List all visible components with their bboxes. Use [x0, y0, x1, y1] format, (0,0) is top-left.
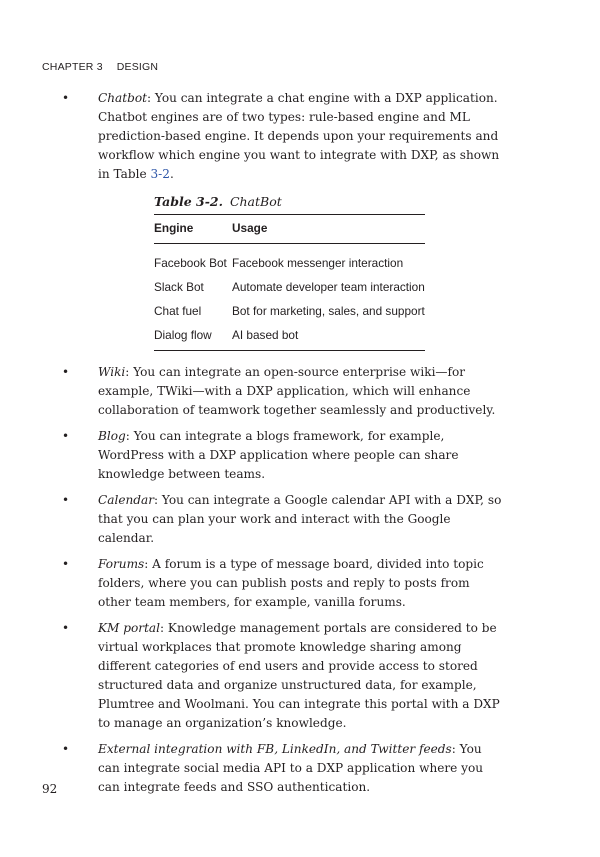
table-cell-usage: Automate developer team interaction	[232, 280, 425, 294]
bullet-wiki	[62, 363, 502, 420]
bullet-text: : You can integrate social media API to a DXP application where you can integrate feeds and SSO authentication.	[98, 742, 484, 794]
bullet-text: : Knowledge management portals are considered to be virtual workplaces that promote knowledge sharing among different categories of end users and provide access to stored structured data and organize unstructured data, for example, Plumtree and Woolmani. You can integrate this portal with a DXP to manage an organization’s knowledge.	[98, 621, 500, 730]
bullet-text: : You can integrate a Google calendar API with a DXP, so that you can plan your work and interact with the Google calendar.	[98, 493, 502, 545]
chatbot-table	[154, 214, 425, 351]
page-number: 92	[42, 782, 58, 796]
bullet-term: Calendar	[98, 493, 155, 507]
running-header	[42, 61, 158, 73]
table-cell-usage: Bot for marketing, sales, and support	[232, 304, 425, 318]
bullet-term: External integration with FB, LinkedIn, and Twitter feeds	[98, 742, 452, 756]
table-row	[154, 244, 425, 276]
bullet-dot: •	[62, 365, 70, 379]
bullet-text: : A forum is a type of message board, divided into topic folders, where you can publish posts and reply to posts from other team members, for example, vanilla forums.	[98, 557, 484, 609]
bullet-term: KM portal	[98, 621, 161, 635]
bullet-blog	[62, 427, 502, 484]
bullet-term: Chatbot	[98, 91, 147, 105]
bullet-dot: •	[62, 493, 70, 507]
bullet-text: : You can integrate a chat engine with a DXP application. Chatbot engines are of two types: rule-based engine and ML prediction-based engine. It depends upon your requirements and workflow which engine you want to integrate with DXP, as shown in Table	[98, 91, 500, 181]
table-reference-link[interactable]: 3-2	[150, 167, 170, 181]
table-caption-label: Table 3-2.	[154, 194, 223, 209]
bullet-dot: •	[62, 429, 70, 443]
table-row	[154, 323, 425, 351]
table-cell-usage: AI based bot	[232, 323, 425, 351]
table-cell-engine: Slack Bot	[154, 280, 204, 294]
table-header-usage: Usage	[232, 215, 425, 244]
bullet-text: : You can integrate a blogs framework, for example, WordPress with a DXP application where people can share knowledge between teams.	[98, 429, 459, 481]
table-cell-engine: Facebook Bot	[154, 256, 227, 270]
table-cell-engine: Dialog flow	[154, 323, 232, 351]
bullet-km-portal	[62, 619, 502, 733]
table-row	[154, 299, 425, 323]
table-cell-engine: Chat fuel	[154, 304, 202, 318]
bullet-text-end: .	[169, 167, 174, 181]
bullet-dot: •	[62, 621, 70, 635]
bullet-term: Blog	[98, 429, 126, 443]
table-header-engine: Engine	[154, 215, 232, 244]
bullet-calendar	[62, 491, 502, 548]
bullet-chatbot	[62, 89, 502, 184]
bullet-forums	[62, 555, 502, 612]
bullet-external-integration	[62, 740, 502, 797]
bullet-dot: •	[62, 742, 70, 756]
section-label: DESIGN	[116, 61, 159, 73]
bullet-text: : You can integrate an open-source enterprise wiki—for example, TWiki—with a DXP application, which will enhance collaboration of teamwork together seamlessly and productively.	[98, 365, 496, 417]
chatbot-table-block	[154, 194, 425, 351]
page-content	[62, 89, 502, 797]
chapter-label: CHAPTER 3	[42, 61, 103, 73]
table-caption-title: ChatBot	[229, 194, 282, 209]
table-cell-usage: Facebook messenger interaction	[232, 256, 404, 270]
bullet-dot: •	[62, 557, 70, 571]
table-header-row	[154, 215, 425, 244]
bullet-term: Wiki	[98, 365, 126, 379]
table-caption	[154, 194, 425, 209]
table-row	[154, 275, 425, 299]
bullet-dot: •	[62, 91, 70, 105]
bullet-term: Forums	[98, 557, 145, 571]
